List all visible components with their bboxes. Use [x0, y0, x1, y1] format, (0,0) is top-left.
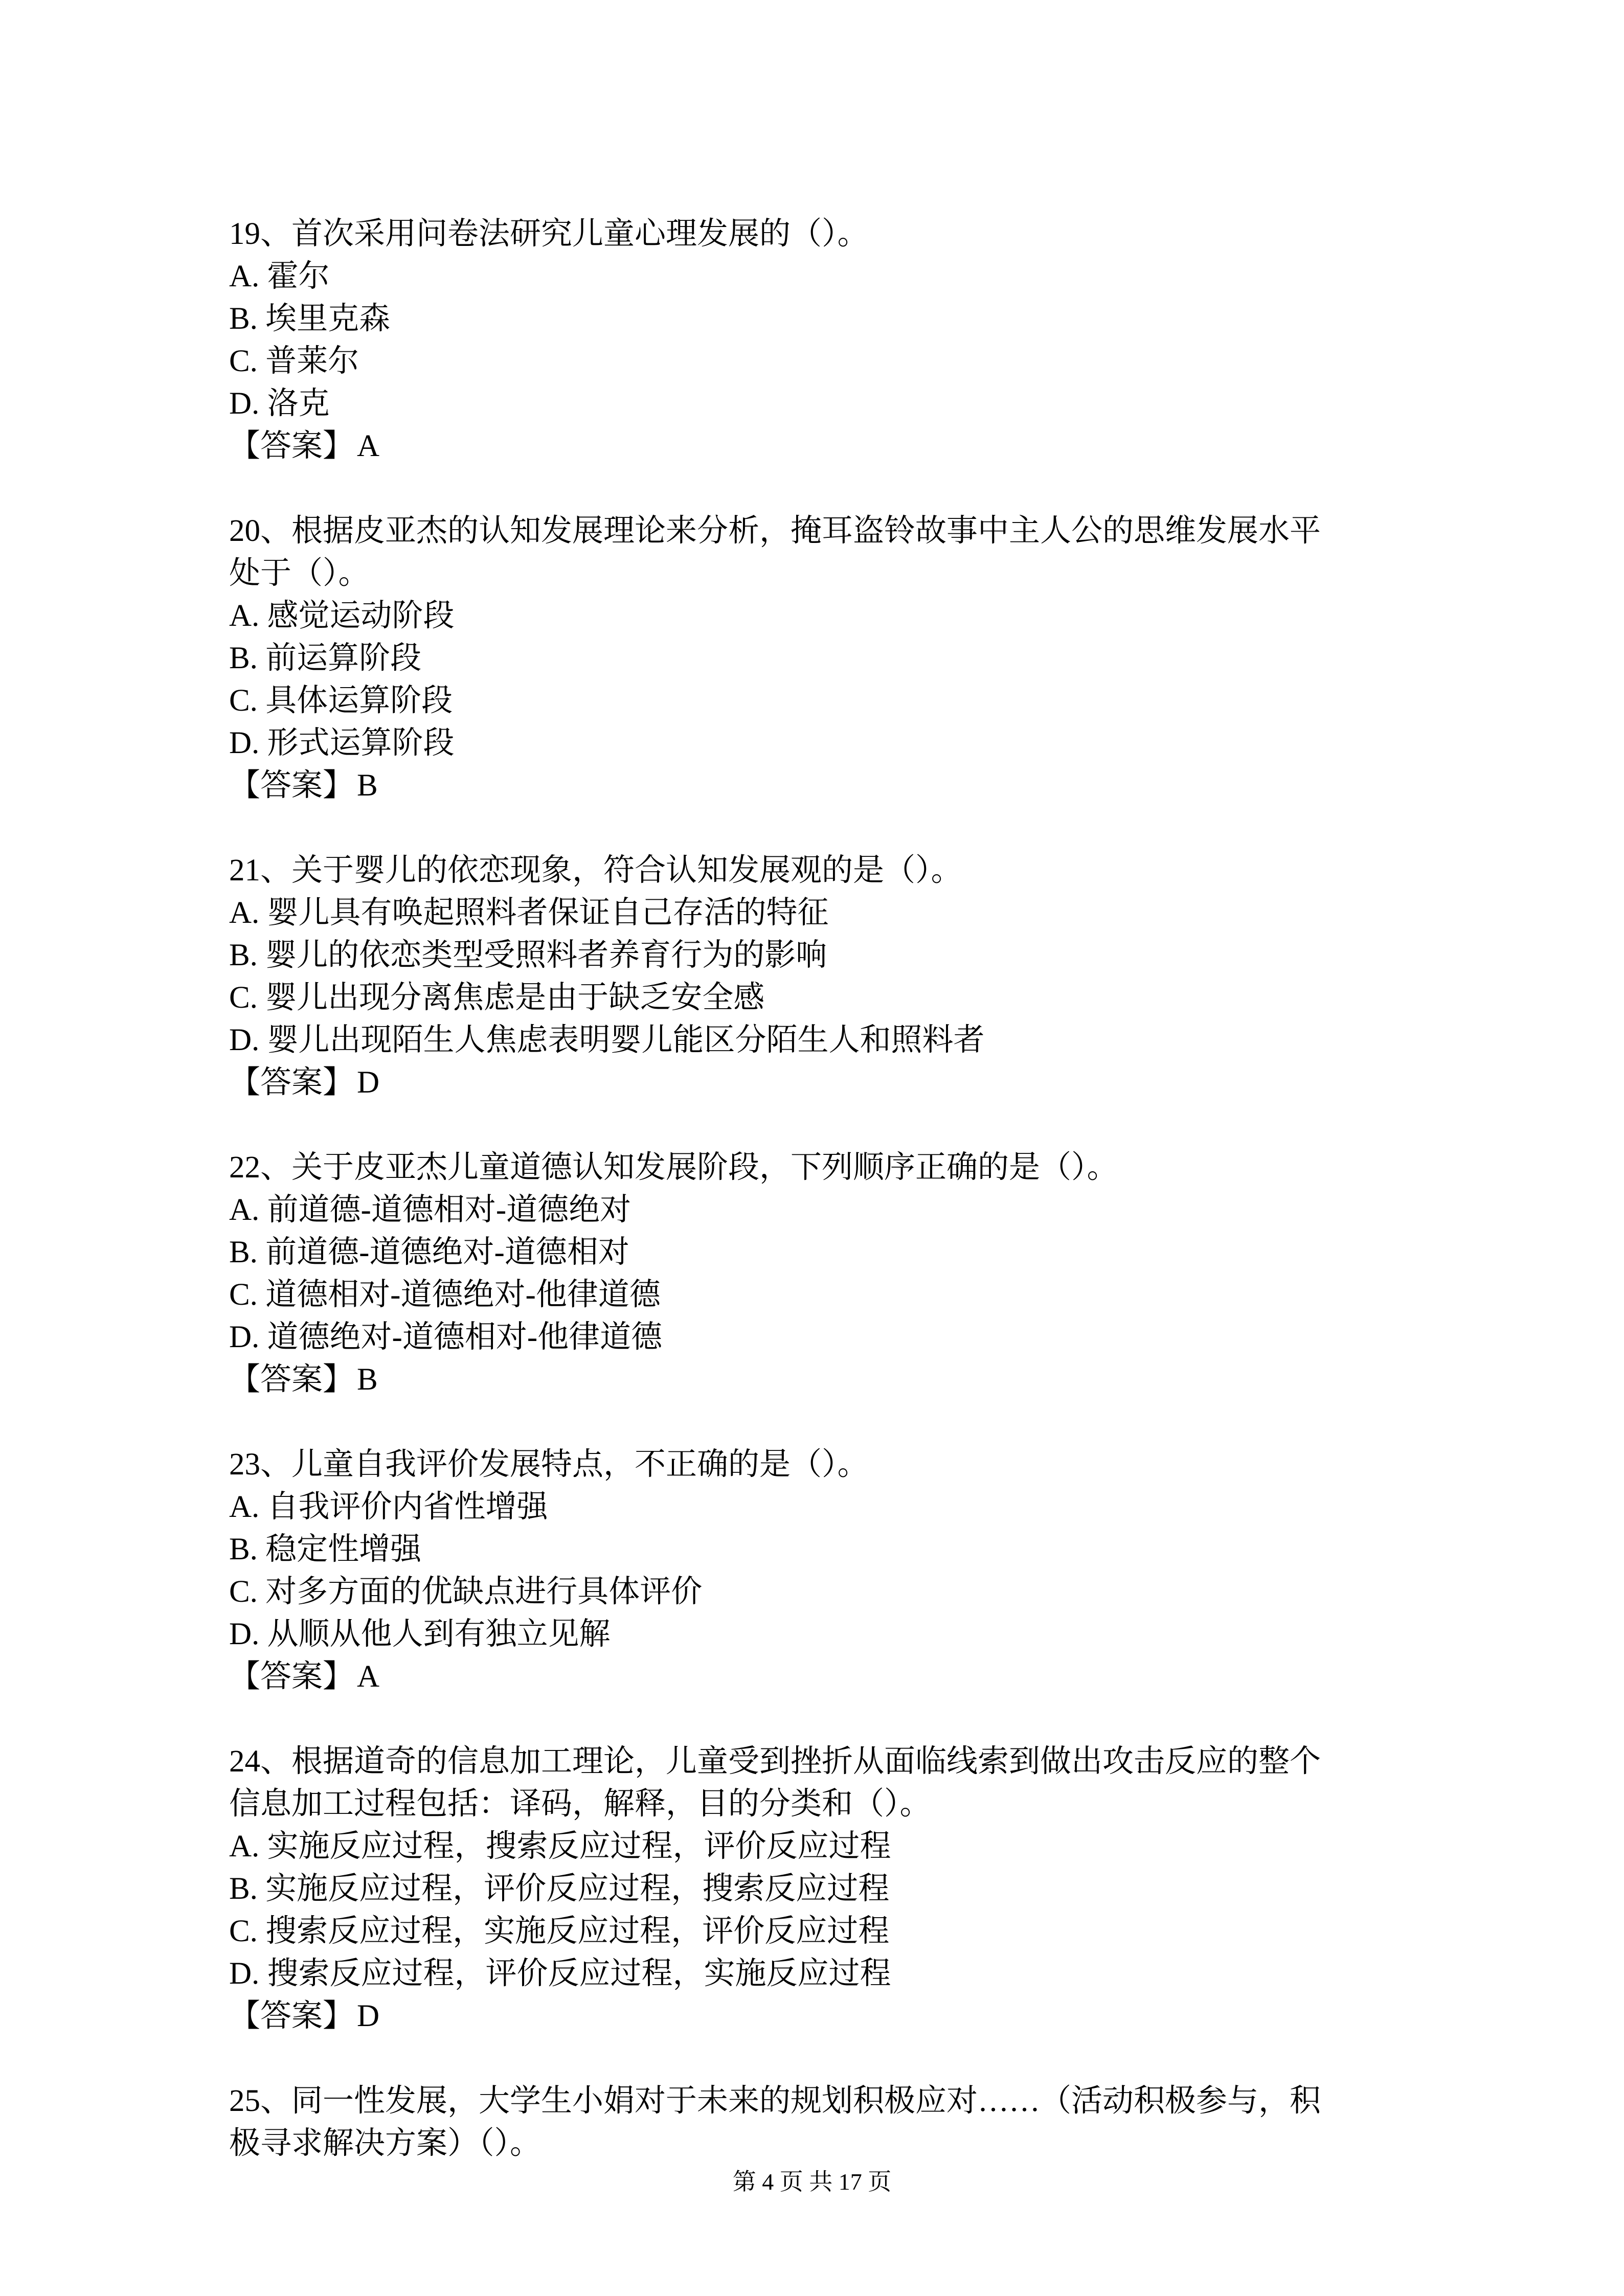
- question-block-20: [229, 510, 1410, 807]
- question-text-line: 20、根据皮亚杰的认知发展理论来分析，掩耳盗铃故事中主人公的思维发展水平: [229, 514, 1321, 548]
- answer-value: B: [357, 768, 378, 803]
- option-line-d: D. 洛克: [229, 387, 330, 421]
- questions-area: [229, 213, 1410, 2165]
- question-text-line: 19、首次采用问卷法研究儿童心理发展的（）。: [229, 217, 869, 251]
- option-line-c: C. 对多方面的优缺点进行具体评价: [229, 1575, 703, 1609]
- option-line-d: D. 搜索反应过程，评价反应过程，实施反应过程: [229, 1957, 891, 1991]
- answer-label: 【答案】: [229, 1362, 354, 1397]
- option-line-b: B. 前运算阶段: [229, 641, 422, 675]
- option-line-b: B. 实施反应过程，评价反应过程，搜索反应过程: [229, 1872, 890, 1906]
- option-line-d: D. 婴儿出现陌生人焦虑表明婴儿能区分陌生人和照料者: [229, 1023, 985, 1057]
- question-text-line: 22、关于皮亚杰儿童道德认知发展阶段，下列顺序正确的是（）。: [229, 1150, 1118, 1185]
- option-line-b: B. 婴儿的依恋类型受照料者养育行为的影响: [229, 938, 827, 972]
- question-text-line: 信息加工过程包括：译码，解释，目的分类和（）。: [229, 1787, 931, 1821]
- question-text-line: 25、同一性发展，大学生小娟对于未来的规划积极应对……（活动积极参与，积: [229, 2084, 1321, 2118]
- option-line-d: D. 道德绝对-道德相对-他律道德: [229, 1320, 663, 1354]
- option-line-b: B. 稳定性增强: [229, 1532, 422, 1566]
- question-text-line: 21、关于婴儿的依恋现象，符合认知发展观的是（）。: [229, 853, 962, 888]
- option-line-a: A. 前道德-道德相对-道德绝对: [229, 1193, 631, 1227]
- option-line-a: A. 感觉运动阶段: [229, 599, 455, 633]
- option-line-a: A. 霍尔: [229, 259, 330, 293]
- question-text-line: 23、儿童自我评价发展特点，不正确的是（）。: [229, 1447, 869, 1482]
- question-block-19: [229, 213, 1410, 467]
- answer-value: B: [357, 1362, 378, 1397]
- answer-value: A: [357, 1660, 380, 1694]
- page-footer: 第 4 页 共 17 页: [732, 2169, 892, 2195]
- option-line-c: C. 具体运算阶段: [229, 684, 453, 718]
- answer-value: A: [357, 429, 380, 463]
- question-text-line: 处于（）。: [229, 556, 370, 590]
- option-line-b: B. 埃里克森: [229, 302, 391, 336]
- answer-label: 【答案】: [229, 429, 354, 463]
- answer-line: [229, 425, 1410, 467]
- answer-line: [229, 1995, 1410, 2037]
- question-text-line: 24、根据道奇的信息加工理论，儿童受到挫折从面临线索到做出攻击反应的整个: [229, 1744, 1321, 1779]
- answer-line: [229, 1358, 1410, 1401]
- question-text-line: 极寻求解决方案）（）。: [229, 2126, 542, 2161]
- option-line-c: C. 普莱尔: [229, 344, 359, 378]
- option-line-a: A. 婴儿具有唤起照料者保证自己存活的特征: [229, 896, 829, 930]
- answer-label: 【答案】: [229, 1660, 354, 1694]
- answer-label: 【答案】: [229, 1999, 354, 2033]
- option-line-c: C. 婴儿出现分离焦虑是由于缺乏安全感: [229, 981, 765, 1015]
- option-line-d: D. 形式运算阶段: [229, 726, 455, 760]
- option-line-c: C. 搜索反应过程，实施反应过程，评价反应过程: [229, 1914, 890, 1948]
- option-line-d: D. 从顺从他人到有独立见解: [229, 1617, 611, 1651]
- answer-line: [229, 1061, 1410, 1104]
- question-block-24: [229, 1740, 1410, 2037]
- question-block-21: [229, 849, 1410, 1104]
- answer-label: 【答案】: [229, 768, 354, 803]
- question-block-22: [229, 1146, 1410, 1401]
- question-block-23: [229, 1443, 1410, 1698]
- option-line-c: C. 道德相对-道德绝对-他律道德: [229, 1278, 661, 1312]
- option-line-a: A. 自我评价内省性增强: [229, 1490, 548, 1524]
- answer-value: D: [357, 1065, 380, 1100]
- option-line-a: A. 实施反应过程，搜索反应过程，评价反应过程: [229, 1829, 891, 1863]
- question-block-25: [229, 2080, 1410, 2165]
- answer-value: D: [357, 1999, 380, 2033]
- option-line-b: B. 前道德-道德绝对-道德相对: [229, 1235, 629, 1269]
- answer-line: [229, 1655, 1410, 1698]
- answer-label: 【答案】: [229, 1065, 354, 1100]
- answer-line: [229, 764, 1410, 807]
